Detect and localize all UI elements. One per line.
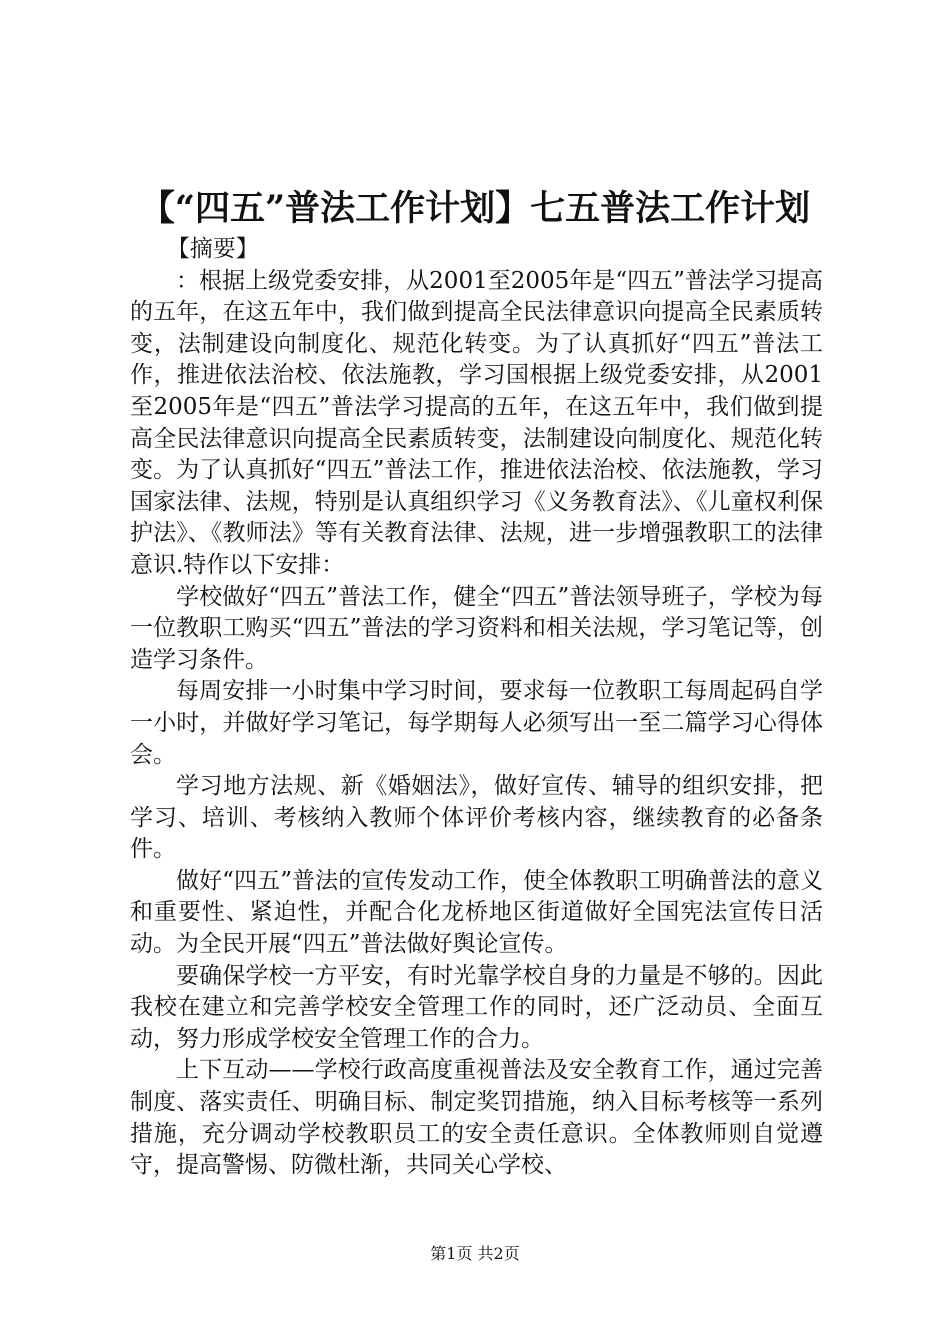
- paragraph-7: 上下互动——学校行政高度重视普法及安全教育工作，通过完善制度、落实责任、明确目标、制定奖罚措施，纳入目标考核等一系列措施，充分调动学校教职员工的安全责任意识。全体教师则自觉遵守，提高警惕、防微杜渐，共同关心学校、: [130, 1057, 823, 1179]
- paragraph-1: ：根据上级党委安排，从2001至2005年是“四五”普法学习提高的五年，在这五年中，我们做到提高全民法律意识向提高全民素质转变，法制建设向制度化、规范化转变。为了认真抓好“四五”普法工作，推进依法治校、依法施教，学习国根据上级党委安排，从2001至2005年是“四五”普法学习提高的五年，在这五年中，我们做到提高全民法律意识向提高全民素质转变，法制建设向制度化、规范化转变。为了认真抓好“四五”普法工作，推进依法治校、依法施教，学习国家法律、法规，特别是认真组织学习《义务教育法》、《儿童权利保护法》、《教师法》等有关教育法律、法规，进一步增强教职工的法律意识.特作以下安排：: [130, 267, 823, 578]
- document-body: [130, 234, 823, 1182]
- paragraph-3: 每周安排一小时集中学习时间，要求每一位教职工每周起码自学一小时，并做好学习笔记，每学期每人必须写出一至二篇学习心得体会。: [130, 678, 823, 768]
- paragraph-6: 要确保学校一方平安，有时光靠学校自身的力量是不够的。因此我校在建立和完善学校安全管理工作的同时，还广泛动员、全面互动，努力形成学校安全管理工作的合力。: [130, 962, 823, 1052]
- paragraph-5: 做好“四五”普法的宣传发动工作，使全体教职工明确普法的意义和重要性、紧迫性，并配合化龙桥地区街道做好全国宪法宣传日活动。为全民开展“四五”普法做好舆论宣传。: [130, 867, 823, 958]
- abstract-label: 【摘要】: [166, 236, 259, 262]
- document-title: 【“四五”普法工作计划】七五普法工作计划: [139, 188, 811, 229]
- page-footer: 第1页 共2页: [430, 1244, 520, 1263]
- paragraph-2: 学校做好“四五”普法工作，健全“四五”普法领导班子，学校为每一位教职工购买“四五”普法的学习资料和相关法规，学习笔记等，创造学习条件。: [130, 583, 823, 673]
- paragraph-4: 学习地方法规、新《婚姻法》，做好宣传、辅导的组织安排，把学习、培训、考核纳入教师个体评价考核内容，继续教育的必备条件。: [130, 773, 823, 863]
